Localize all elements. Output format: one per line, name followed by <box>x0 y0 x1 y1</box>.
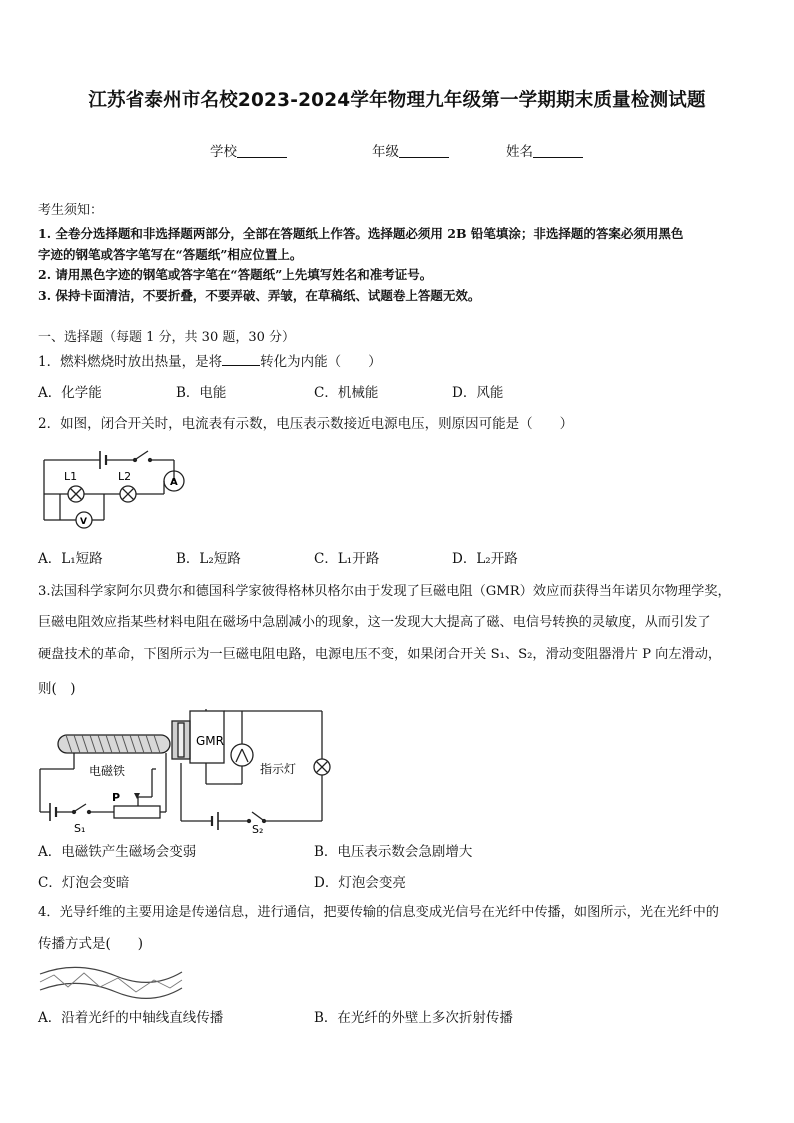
section-heading: 一、选择题（每题 1 分，共 30 题，30 分） <box>38 330 296 345</box>
q2-option-a[interactable]: A．L₁短路 <box>38 551 103 567</box>
notice-item-1a: 1. 全卷分选择题和非选择题两部分，全部在答题纸上作答。选择题必须用 2B 铅笔填涂；非选择题的答案必须用黑色 <box>38 226 684 241</box>
q3-option-b[interactable]: B．电压表示数会急剧增大 <box>314 844 473 860</box>
q1-stem-b: 转化为内能（ ） <box>260 354 382 370</box>
school-blank[interactable] <box>237 143 287 158</box>
q2-circuit-diagram <box>38 448 218 530</box>
q2-stem: 2．如图，闭合开关时，电流表有示数，电压表示数接近电源电压，则原因可能是（ ） <box>38 416 574 432</box>
notice-item-2: 2. 请用黑色字迹的钢笔或答字笔在“答题纸”上先填写姓名和准考证号。 <box>38 267 433 282</box>
q3-line-1: 3.法国科学家阿尔贝费尔和德国科学家彼得格林贝格尔由于发现了巨磁电阻（GMR）效应而获得当年诺贝尔物理学奖， <box>38 584 731 599</box>
q2-ammeter-label: A <box>170 477 178 488</box>
school-field[interactable] <box>210 140 287 160</box>
q4-optical-fiber-figure <box>36 962 186 1004</box>
q3-line-3: 硬盘技术的革命，下图所示为一巨磁电阻电路，电源电压不变，如果闭合开关 S₁、S₂，滑动变阻器滑片 P 向左滑动， <box>38 647 722 662</box>
q3-slider-p-label: P <box>112 791 121 804</box>
q4-option-b[interactable]: B．在光纤的外壁上多次折射传播 <box>314 1010 513 1026</box>
name-field[interactable] <box>506 140 583 160</box>
grade-label: 年级 <box>372 144 399 160</box>
notice-heading: 考生须知： <box>38 203 104 218</box>
q3-electromagnet-label: 电磁铁 <box>89 764 126 778</box>
name-label: 姓名 <box>506 144 533 160</box>
name-blank[interactable] <box>533 143 583 158</box>
grade-field[interactable] <box>372 140 449 160</box>
q3-option-c[interactable]: C．灯泡会变暗 <box>38 875 130 891</box>
q1-stem-a: 1．燃料燃烧时放出热量，是将 <box>38 354 223 370</box>
page-title: 江苏省泰州市名校2023-2024学年物理九年级第一学期期末质量检测试题 <box>88 90 706 111</box>
grade-blank[interactable] <box>399 143 449 158</box>
q3-line-4: 则( ) <box>38 681 76 697</box>
q3-indicator-label: 指示灯 <box>260 762 297 776</box>
q2-option-d[interactable]: D．L₂开路 <box>452 551 518 567</box>
q1-option-c[interactable]: C．机械能 <box>314 385 379 401</box>
q4-option-a[interactable]: A．沿着光纤的中轴线直线传播 <box>38 1010 224 1026</box>
q3-gmr-label: GMR <box>196 734 224 748</box>
q4-line-2: 传播方式是( ) <box>38 936 144 952</box>
q3-line-2: 巨磁电阻效应指某些材料电阻在磁场中急剧减小的现象，这一发现大大提高了磁、电信号转换的灵敏度，从而引发了 <box>38 615 711 630</box>
q3-option-a[interactable]: A．电磁铁产生磁场会变弱 <box>38 844 197 860</box>
q3-s2-label: S₂ <box>252 823 264 836</box>
q3-option-d[interactable]: D．灯泡会变亮 <box>314 875 406 891</box>
q2-voltmeter-label: V <box>80 517 87 527</box>
q2-option-b[interactable]: B．L₂短路 <box>176 551 241 567</box>
q4-line-1: 4．光导纤维的主要用途是传递信息，进行通信，把要传输的信息变成光信号在光纤中传播，如图所示，光在光纤中的 <box>38 905 719 920</box>
q1-blank <box>222 353 260 366</box>
q1-option-b[interactable]: B．电能 <box>176 385 227 401</box>
notice-item-1b: 字迹的钢笔或答字笔写在“答题纸”相应位置上。 <box>38 247 303 262</box>
q2-l2-label: L2 <box>118 470 132 483</box>
q1-stem <box>38 352 382 372</box>
q1-option-a[interactable]: A．化学能 <box>38 385 102 401</box>
school-label: 学校 <box>210 144 237 160</box>
q3-s1-label: S₁ <box>74 822 86 835</box>
q1-option-d[interactable]: D．风能 <box>452 385 504 401</box>
q2-l1-label: L1 <box>64 470 78 483</box>
notice-item-3: 3. 保持卡面清洁，不要折叠，不要弄破、弄皱，在草稿纸、试题卷上答题无效。 <box>38 288 481 303</box>
q3-gmr-circuit-diagram <box>34 709 334 837</box>
q2-option-c[interactable]: C．L₁开路 <box>314 551 380 567</box>
